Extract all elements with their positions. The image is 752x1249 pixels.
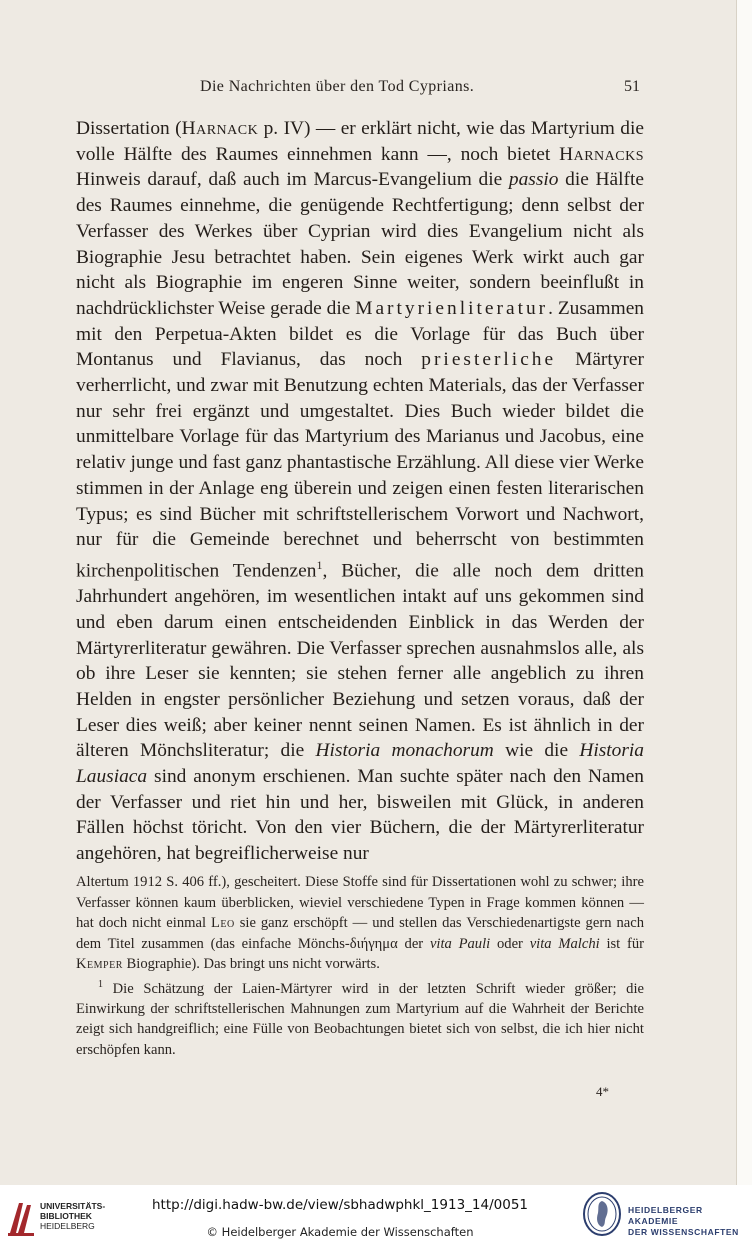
copyright-notice: © Heidelberger Akademie der Wissenschaften [206, 1225, 474, 1239]
text-run: . Zusammen mit den Perpetua-Akten bildet es die Vorlage für das Buch über Montanus und Flavianus, das noch [76, 297, 644, 371]
library-line: HEIDELBERG [40, 1221, 95, 1231]
text-run: Hinweis darauf, daß auch im Marcus-Evangelium die [76, 169, 509, 191]
text-run: die Hälfte des Raumes einnehme, die genügende Rechtfertigung; denn selbst der Verfasser des Werkes über Cyprian wird dies Evangelium nicht als Biographie Jesu betrachtet haben. Sein eigenes Werk wirkt auch gar nicht als Biographie im engeren Sinne weiter, sondern beeinflußt in nachdrücklichster Weise gerade die [76, 169, 644, 319]
footnote-continuation [76, 872, 644, 975]
text-run: Biographie). Das bringt uns nicht vorwärts. [122, 956, 380, 972]
spaced-emphasis: priesterliche [421, 349, 557, 371]
author-name-smallcaps: Harnack [181, 118, 259, 139]
text-run: Die Schätzung der Laien-Märtyrer wird in der letzten Schrift wieder größer; die Einwirkung der schriftstellerischen Mahnungen zum Martyrium auf die Wahrheit der Berichte zeigt sich handgreiflich; eine Fülle von Beobachtungen bietet sich von selbst, die ich hier nicht erschöpfen kann. [76, 980, 644, 1058]
spaced-emphasis: Martyrienliteratur [355, 297, 549, 319]
library-name [40, 1201, 105, 1231]
footnote-reference: 1 [316, 557, 323, 572]
text-run: , Bücher, die alle noch dem dritten Jahrhundert angehören, im wesentlichen intakt auf uns gekommen sind und eben darum einen entscheidenden Einblick in das Werden der Märtyrerliteratur gewähren. Die Verfasser sprechen ausnahmslos alle, als ob ihre Leser sie kennten; sie stehen ferner alle angeblich zu ihren Helden in engster persönlicher Beziehung und setzen voraus, daß der Leser dies weiß; aber keiner nennt seinen Namen. Es ist ähnlich in der älteren Mönchsliteratur; die [76, 560, 644, 762]
text-run: sind anonym erschienen. Man suchte später nach den Namen der Verfasser und riet hin und her, bisweilen mit Glück, in anderen Fällen höchst töricht. Von den vier Büchern, die der Märtyrerliteratur angehören, hat begreiflicherweise nur [76, 766, 644, 865]
body-paragraph [76, 116, 644, 867]
author-name-smallcaps: Kemper [76, 956, 123, 972]
text-run: ist für [599, 935, 645, 952]
academy-line: HEIDELBERGER AKADEMIE [628, 1205, 703, 1226]
author-name-smallcaps: Leo [210, 915, 235, 931]
text-run: Märtyrer verherrlicht, und zwar mit Benutzung echten Materials, das der Verfasser nur sehr frei ergänzt und umgestaltet. Dies Buch wieder bildet die unmittelbare Vorlage für das Martyrium des Marianus und Jacobus, eine relativ junge und fast ganz phantastische Erzählung. All diese vier Werke stimmen in der Anlage eng überein und zeigen einen festen literarischen Typus; es sind Bücher mit schriftstellerischem Vorwort und Nachwort, nur für die Gemeinde berechnet und beherrscht von bestimmten kirchenpolitischen Tendenzen [76, 349, 644, 582]
greek-word: διήγημα [349, 935, 398, 952]
italic-title: vita Pauli [429, 935, 491, 952]
text-run: Altertum 1912 S. 406 ff.), gescheitert. Diese Stoffe sind für Dissertationen wohl zu schwer; ihre Verfasser können kaum überblicken, wieviel verschiedene Typen in Frage kommen können — hat doch nicht einmal [76, 874, 644, 931]
permalink-url[interactable]: http://digi.hadw-bw.de/view/sbhadwphkl_1913_14/0051 [152, 1197, 528, 1213]
page-number: 51 [624, 78, 640, 95]
library-line: UNIVERSITÄTS- [40, 1201, 106, 1211]
italic-title: vita Malchi [529, 935, 600, 952]
text-run: sie ganz erschöpft — und stellen das Verschiedenartigste gern nach dem Titel zusammen (das einfache Mönchs- [76, 915, 645, 952]
text-run: wie die [493, 740, 580, 762]
footnote-marker: 1 [98, 978, 103, 990]
italic-term: passio [508, 169, 559, 191]
footnote-1 [76, 975, 644, 1061]
library-line: BIBLIOTHEK [40, 1211, 92, 1221]
text-run: p. IV) — er erklärt nicht, wie das Martyrium die volle Hälfte des Raumes einnehmen kann —, noch bietet [76, 118, 644, 165]
footnotes [76, 872, 644, 1060]
library-logo-icon[interactable] [6, 1199, 36, 1239]
italic-title: Historia Lausiaca [76, 740, 644, 788]
signature-mark: 4* [596, 1084, 609, 1099]
academy-seal-icon[interactable] [582, 1191, 622, 1237]
body-text [76, 116, 644, 867]
viewer-footer [0, 1185, 752, 1249]
academy-line: DER WISSENSCHAFTEN [628, 1227, 739, 1237]
academy-name [628, 1205, 752, 1238]
text-run: der [397, 935, 430, 952]
running-title: Die Nachrichten über den Tod Cyprians. [200, 78, 475, 95]
text-run: oder [490, 935, 530, 952]
page-edge [736, 0, 752, 1185]
text-run: Dissertation ( [76, 118, 182, 139]
running-head [0, 76, 736, 104]
italic-title: Historia monachorum [315, 740, 494, 762]
author-name-smallcaps: Harnacks [559, 143, 644, 165]
